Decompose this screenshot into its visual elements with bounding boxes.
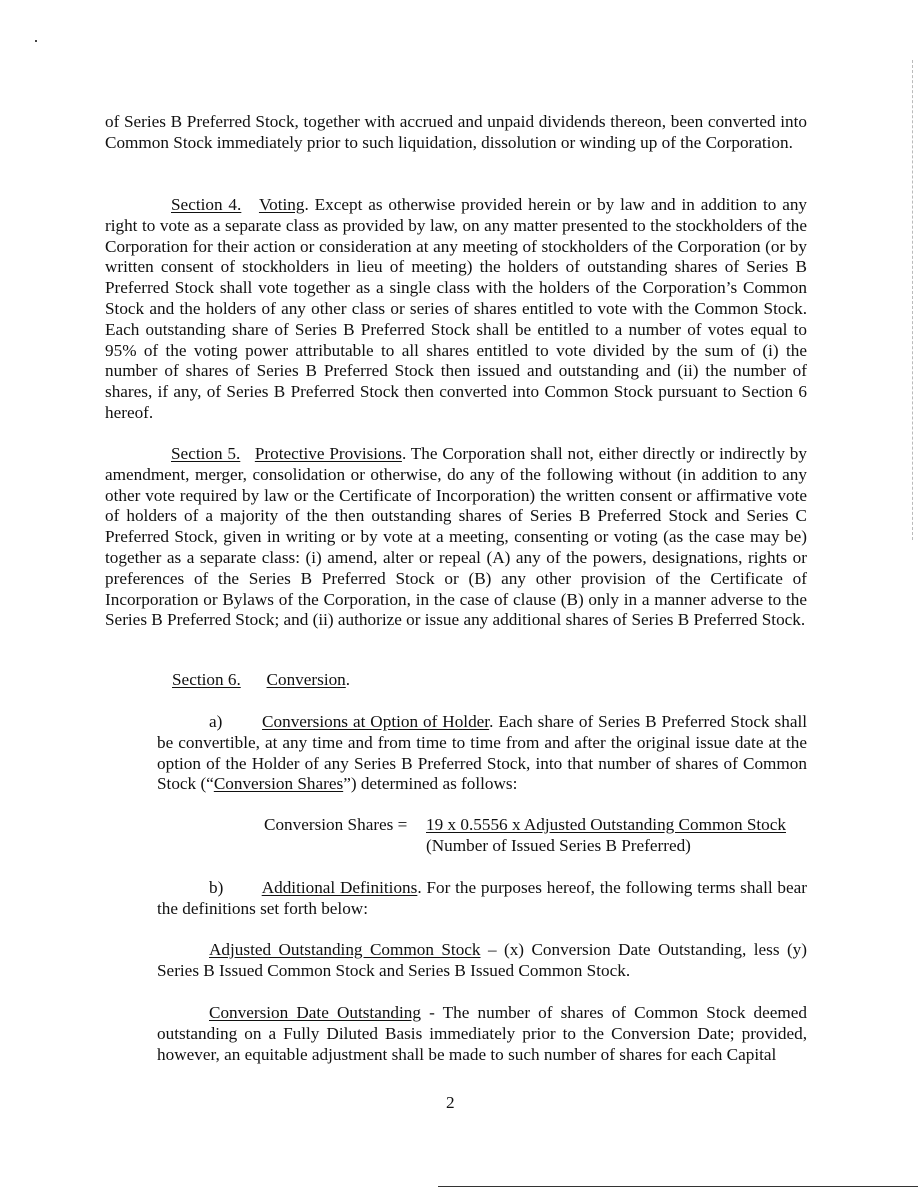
section-5-body: . The Corporation shall not, either directly or indirectly by amendment, merger, consolidation or otherwise, do any of the following without (in addition to any other vote required by law or the Certificate of Incorporation) the written consent or affirmative vote of holders of a majority of the then outstanding shares of Series B Preferred Stock and Series C Preferred Stock, given in writing or by vote at a meeting, consenting or voting (as the case may be) together as a separate class: (i) amend, alter or repeal (A) any of the powers, designations, rights or preferences of the Series B Preferred Stock or (B) any other provision of the Certificate of Incorporation or Bylaws of the Corporation, in the case of clause (B) only in a manner adverse to the Series B Preferred Stock; and (ii) authorize or issue any additional shares of Series B Preferred Stock. — [105, 444, 807, 630]
definition-adjusted-paragraph — [157, 940, 807, 982]
subsection-a-body-2: ”) determined as follows: — [343, 774, 518, 794]
subsection-a-label: a) — [209, 712, 223, 731]
subsection-b-label: b) — [209, 878, 224, 897]
formula-denominator: (Number of Issued Series B Preferred) — [426, 836, 691, 855]
page-number: 2 — [446, 1093, 455, 1112]
subsection-a-paragraph — [157, 712, 807, 795]
subsection-b-title: Additional Definitions — [261, 878, 418, 897]
scan-margin-line — [912, 60, 914, 540]
section-5-title: Protective Provisions — [254, 444, 402, 463]
subsection-a-body-1: . Each share of Series B Preferred Stock shall be convertible, at any time and from time to time from and after the original issue date at the option of the Holder of any Series B Preferred Stock, into that number of shares of Common Stock (“ — [157, 712, 807, 794]
section-6-heading — [172, 670, 572, 691]
section-6-title-suffix: . — [345, 670, 351, 689]
formula-label: Conversion Shares = — [264, 815, 408, 834]
section-6-number: Section 6. — [172, 670, 241, 689]
section-5-paragraph — [105, 444, 807, 631]
section-5-number: Section 5. — [171, 444, 241, 463]
definition-adjusted-term: Adjusted Outstanding Common Stock — [209, 940, 481, 959]
intro-paragraph — [105, 112, 807, 154]
conversion-shares-term: Conversion Shares — [213, 774, 344, 794]
section-6-title: Conversion — [266, 670, 346, 689]
section-4-title: Voting — [258, 195, 305, 214]
subsection-b-body: . For the purposes hereof, the following terms shall bear the definitions set forth below: — [157, 878, 808, 918]
scan-speck — [35, 40, 37, 42]
definition-conversion-date-body: - The number of shares of Common Stock deemed outstanding on a Fully Diluted Basis immediately prior to the Conversion Date; provided, however, an equitable adjustment shall be made to such number of shares for each Capital — [157, 1003, 808, 1064]
section-4-number: Section 4. — [171, 195, 242, 214]
formula-numerator: 19 x 0.5556 x Adjusted Outstanding Common Stock — [426, 815, 786, 834]
definition-conversion-date-paragraph — [157, 1003, 807, 1065]
section-4-paragraph — [105, 195, 807, 424]
section-4-body: . Except as otherwise provided herein or by law and in addition to any right to vote as a separate class as provided by law, on any matter presented to the stockholders of the Corporation for their action or consideration at any meeting of stockholders of the Corporation (or by written consent of stockholders in lieu of meeting) the holders of outstanding shares of Series B Preferred Stock shall vote together as a single class with the holders of the Corporation’s Common Stock and the holders of any other class or series of shares entitled to vote with the Common Stock. Each outstanding share of Series B Preferred Stock shall be entitled to a number of votes equal to 95% of the voting power attributable to all shares entitled to vote divided by the sum of (i) the number of shares of Series B Preferred Stock then issued and outstanding and (ii) the number of shares, if any, of Series B Preferred Stock then converted into Common Stock pursuant to Section 6 hereof. — [105, 195, 808, 422]
definition-conversion-date-term: Conversion Date Outstanding — [209, 1003, 421, 1022]
bottom-rule — [438, 1186, 918, 1187]
subsection-a-title: Conversions at Option of Holder — [262, 712, 490, 731]
intro-text: of Series B Preferred Stock, together with accrued and unpaid dividends thereon, been converted into Common Stock immediately prior to such liquidation, dissolution or winding up of the Corporation. — [105, 112, 807, 152]
definition-adjusted-body: – (x) Conversion Date Outstanding, less (y) Series B Issued Common Stock and Series B Issued Common Stock. — [157, 940, 807, 980]
subsection-b-paragraph — [157, 878, 807, 920]
